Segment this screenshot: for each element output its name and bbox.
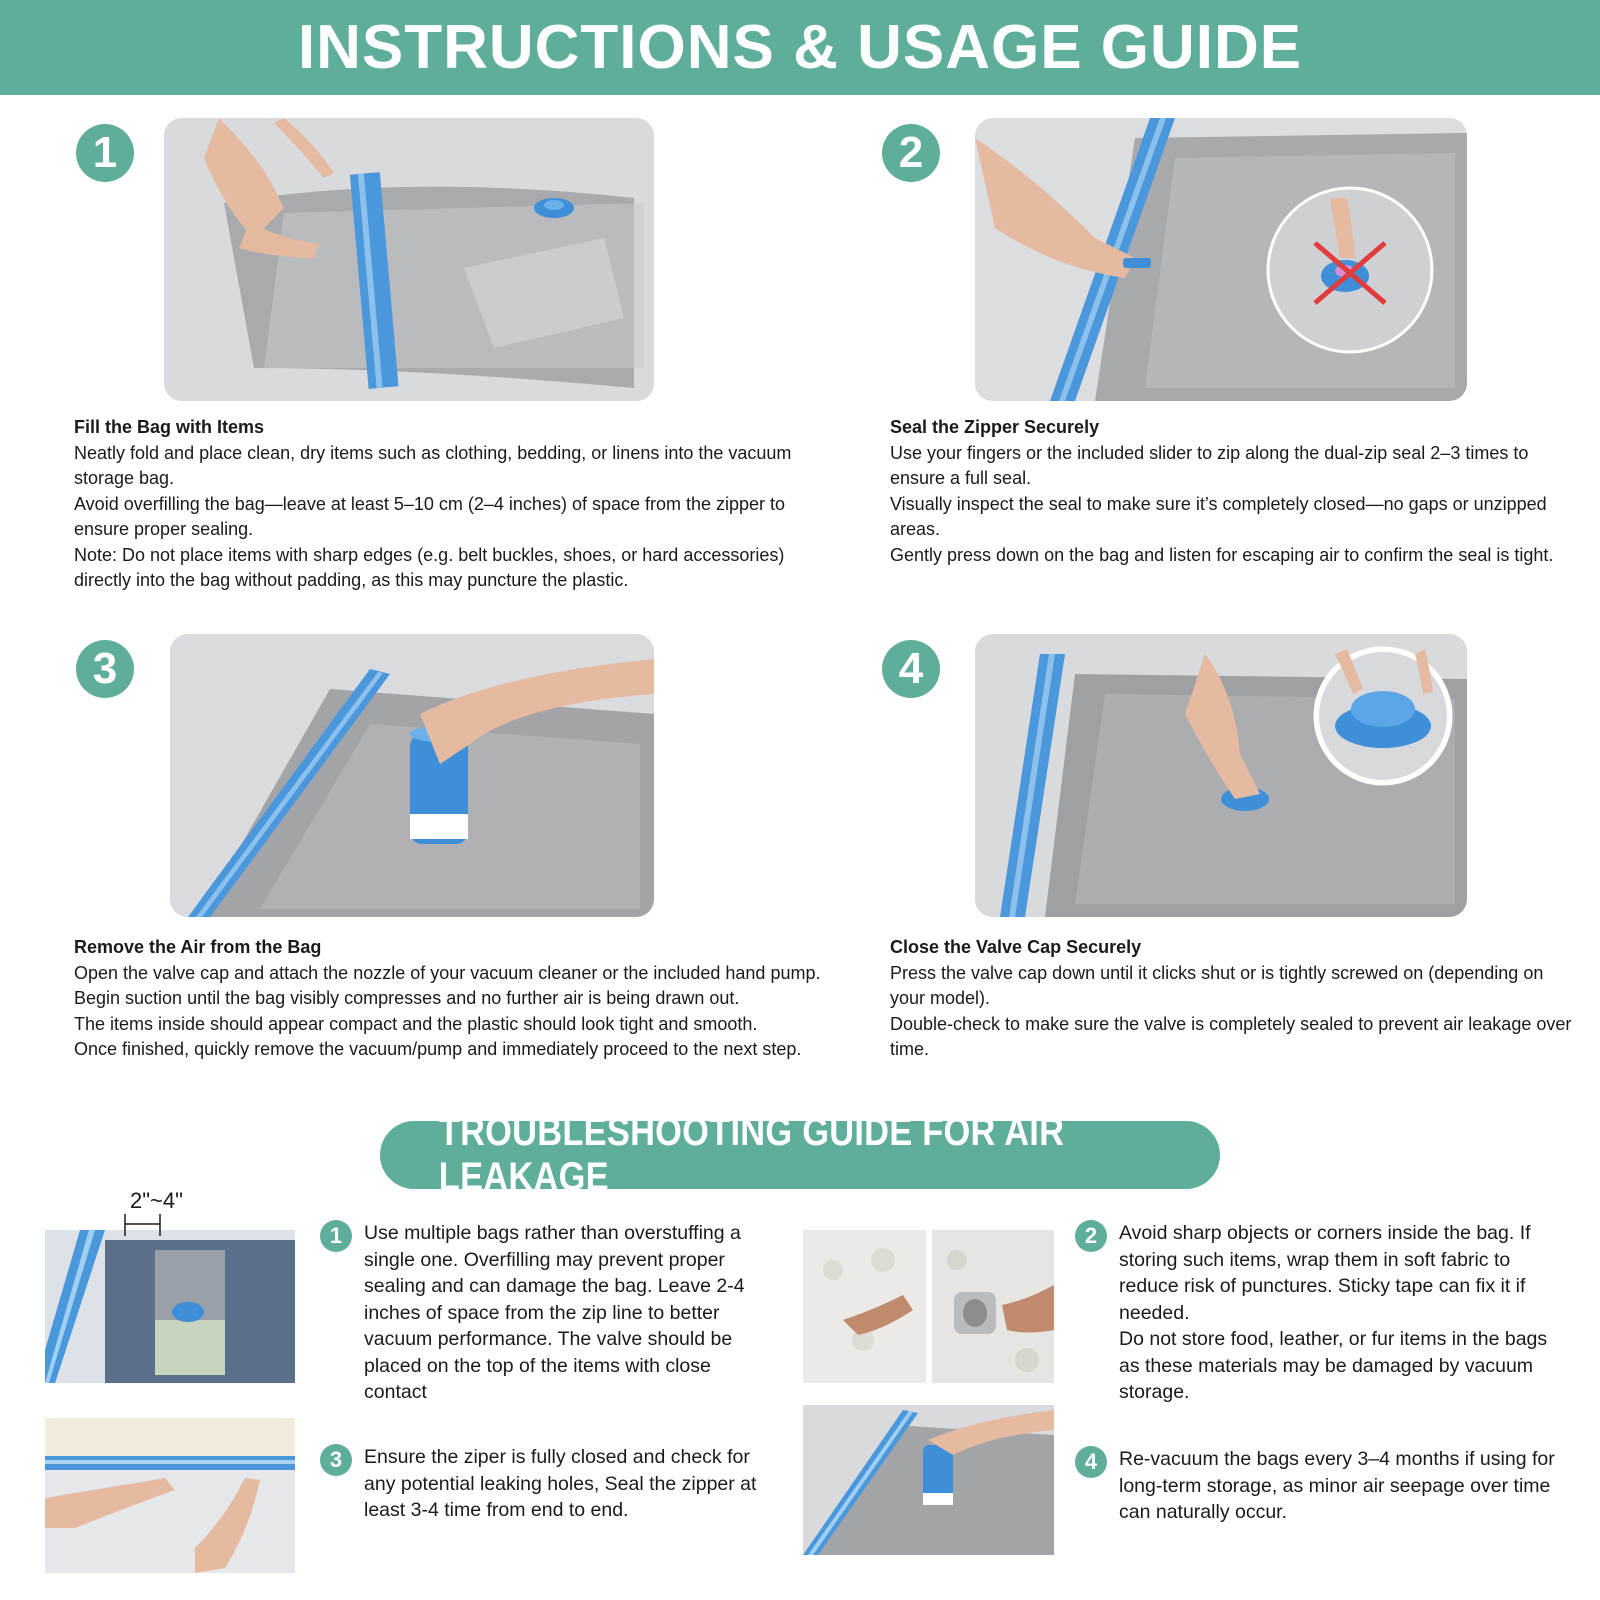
step-1-line-1: Neatly fold and place clean, dry items such as clothing, bedding, or linens into the vacuum storage bag. <box>74 442 792 488</box>
step-4-line-2: Double-check to make sure the valve is completely sealed to prevent air leakage over time. <box>890 1013 1572 1059</box>
measure-label: 2"~4" <box>130 1188 183 1213</box>
page-title: INSTRUCTIONS & USAGE GUIDE <box>297 13 1303 82</box>
step-3-photo <box>170 634 654 917</box>
step-4-line-1: Press the valve cap down until it clicks shut or is tightly screwed on (depending on your model). <box>890 962 1544 1008</box>
step-3-text <box>74 935 854 1063</box>
pump-vacuuming-image <box>170 634 654 917</box>
troubleshooting-title: TROUBLESHOOTING GUIDE FOR AIR LEAKAGE <box>438 1110 1065 1199</box>
tip-1-text <box>364 1220 774 1406</box>
step-2-photo <box>975 118 1467 401</box>
troubleshooting-pill <box>380 1110 1220 1199</box>
re-vacuum-image <box>803 1405 1054 1555</box>
tip-2-badge: 2 <box>1075 1220 1107 1252</box>
step-3-title: Remove the Air from the Bag <box>74 937 322 957</box>
bag-spacing-image <box>45 1230 295 1383</box>
step-1-photo <box>164 118 654 401</box>
tip-2-line-1: Avoid sharp objects or corners inside the bag. If storing such items, wrap them in soft fabric to reduce risk of punctures. Sticky tape can fix it if needed. <box>1119 1222 1531 1324</box>
tip-4-text <box>1119 1446 1579 1526</box>
step-1-line-2: Avoid overfilling the bag—leave at least 5–10 cm (2–4 inches) of space from the zipper to ensure proper sealing. <box>74 493 786 539</box>
tape-roll-image <box>932 1230 1054 1383</box>
step-2-title: Seal the Zipper Securely <box>890 417 1100 437</box>
tip-2-text <box>1119 1220 1564 1406</box>
valve-cap-closing-image <box>975 634 1467 917</box>
step-4-badge: 4 <box>882 640 940 698</box>
header-band <box>0 0 1600 95</box>
step-1-badge: 1 <box>76 124 134 182</box>
step-3-badge: 3 <box>76 640 134 698</box>
tip-1-photo <box>45 1230 295 1383</box>
pillow-in-bag-image <box>164 118 654 401</box>
step-3-line-2: Begin suction until the bag visibly compresses and no further air is being drawn out. <box>74 988 740 1008</box>
tip-2-photo-b <box>932 1230 1054 1383</box>
step-1-title: Fill the Bag with Items <box>74 417 265 437</box>
fabric-texture-image <box>803 1230 926 1383</box>
step-3-line-3: The items inside should appear compact and the plastic should look tight and smooth. <box>74 1013 758 1034</box>
step-3-line-4: Once finished, quickly remove the vacuum/pump and immediately proceed to the next step. <box>74 1039 802 1059</box>
tip-3-line-1: Ensure the ziper is fully closed and check for any potential leaking holes, Seal the zipper at least 3-4 time from end to end. <box>364 1446 757 1521</box>
tip-3-badge: 3 <box>320 1444 352 1476</box>
step-2-line-3: Gently press down on the bag and listen for escaping air to confirm the seal is tight. <box>890 544 1554 565</box>
tip-4-badge: 4 <box>1075 1446 1107 1478</box>
tip-3-photo <box>45 1418 295 1573</box>
step-2-line-1: Use your fingers or the included slider to zip along the dual-zip seal 2–3 times to ensure a full seal. <box>890 442 1529 488</box>
tip-4-line-1: Re-vacuum the bags every 3–4 months if using for long-term storage, as minor air seepage over time can naturally occur. <box>1119 1448 1555 1523</box>
step-4-title: Close the Valve Cap Securely <box>890 937 1142 957</box>
step-2-badge: 2 <box>882 124 940 182</box>
tip-1-badge: 1 <box>320 1220 352 1252</box>
step-4-photo <box>975 634 1467 917</box>
tip-2-line-2: Do not store food, leather, or fur items in the bags as these materials may be damaged by vacuum storage. <box>1119 1328 1548 1403</box>
zipper-closing-image <box>45 1418 295 1573</box>
step-4-text <box>890 935 1580 1063</box>
step-2-text <box>890 415 1580 568</box>
step-3-line-1: Open the valve cap and attach the nozzle of your vacuum cleaner or the included hand pump. <box>74 962 821 983</box>
measure-bracket-icon <box>105 1210 175 1238</box>
zipper-sealing-image <box>975 118 1467 401</box>
tip-2-photo-a <box>803 1230 926 1383</box>
tip-4-photo <box>803 1405 1054 1555</box>
tip-3-text <box>364 1444 774 1524</box>
step-2-line-2: Visually inspect the seal to make sure it’s completely closed—no gaps or unzipped areas. <box>890 493 1547 539</box>
tip-1-line-1: Use multiple bags rather than overstuffing a single one. Overfilling may prevent proper sealing and can damage the bag. Leave 2-4 inches of space from the zip line to better vacuum performance. The valve should be placed on the top of the items with close contact <box>364 1222 745 1403</box>
step-1-text <box>74 415 844 594</box>
step-1-line-3: Note: Do not place items with sharp edges (e.g. belt buckles, shoes, or hard accessories) directly into the bag without padding, as this may puncture the plastic. <box>74 544 785 590</box>
